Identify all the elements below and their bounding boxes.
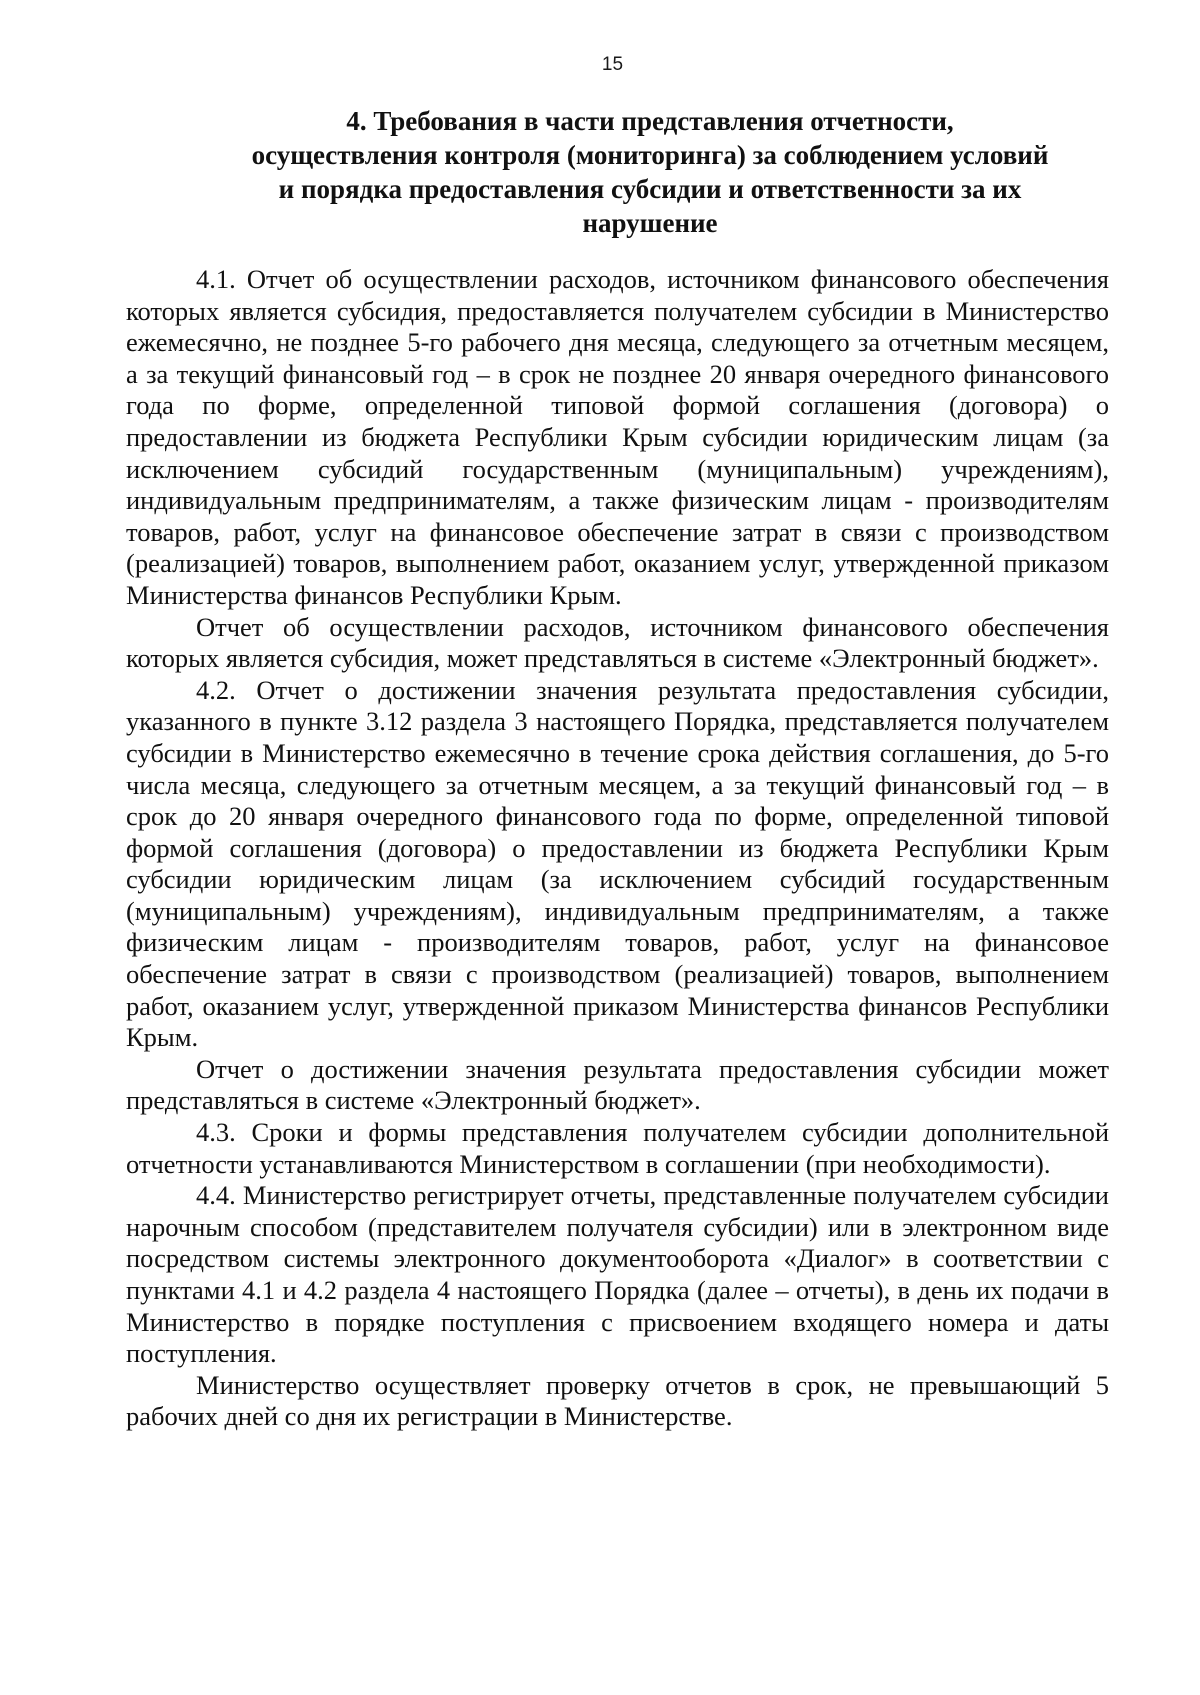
- document-body: [126, 264, 1109, 1433]
- paragraph-4-2: 4.2. Отчет о достижении значения результата предоставления субсидии, указанного в пункте 3.12 раздела 3 настоящего Порядка, представляется получателем субсидии в Министерство ежемесячно в течение срока действия соглашения, до 5-го числа месяца, следующего за отчетным месяцем, а за текущий финансовый год – в срок до 20 января очередного финансового года по форме, определенной типовой формой соглашения (договора) о предоставлении из бюджета Республики Крым субсидии юридическим лицам (за исключением субсидий государственным (муниципальным) учреждениям), индивидуальным предпринимателям, а также физическим лицам - производителям товаров, работ, услуг на финансовое обеспечение затрат в связи с производством (реализацией) товаров, выполнением работ, оказанием услуг, утвержденной приказом Министерства финансов Республики Крым.: [126, 674, 1109, 1053]
- section-heading: [200, 104, 1100, 240]
- paragraph-4-3: 4.3. Сроки и формы представления получателем субсидии дополнительной отчетности устанавливаются Министерством в соглашении (при необходимости).: [126, 1117, 1109, 1179]
- heading-line: нарушение: [582, 208, 718, 238]
- heading-line: и порядка предоставления субсидии и ответственности за их: [278, 174, 1022, 204]
- paragraph-4-2-electronic-budget: Отчет о достижении значения результата предоставления субсидии может представляться в системе «Электронный бюджет».: [126, 1053, 1109, 1116]
- page-number: 15: [601, 54, 624, 75]
- paragraph-4-4-verification: Министерство осуществляет проверку отчетов в срок, не превышающий 5 рабочих дней со дня их регистрации в Министерстве.: [126, 1369, 1109, 1432]
- paragraph-4-1-electronic-budget: Отчет об осуществлении расходов, источником финансового обеспечения которых является субсидия, может представляться в системе «Электронный бюджет».: [126, 611, 1109, 674]
- heading-line: 4. Требования в части представления отчетности,: [346, 106, 954, 136]
- heading-line: осуществления контроля (мониторинга) за соблюдением условий: [251, 140, 1049, 170]
- paragraph-4-1: 4.1. Отчет об осуществлении расходов, источником финансового обеспечения которых является субсидия, предоставляется получателем субсидии в Министерство ежемесячно, не позднее 5-го рабочего дня месяца, следующего за отчетным месяцем, а за текущий финансовый год – в срок не позднее 20 января очередного финансового года по форме, определенной типовой формой соглашения (договора) о предоставлении из бюджета Республики Крым субсидии юридическим лицам (за исключением субсидий государственным (муниципальным) учреждениям), индивидуальным предпринимателям, а также физическим лицам - производителям товаров, работ, услуг на финансовое обеспечение затрат в связи с производством (реализацией) товаров, выполнением работ, оказанием услуг, утвержденной приказом Министерства финансов Республики Крым.: [126, 264, 1109, 610]
- paragraph-4-4: 4.4. Министерство регистрирует отчеты, представленные получателем субсидии нарочным способом (представителем получателя субсидии) или в электронном виде посредством системы электронного документооборота «Диалог» в соответствии с пунктами 4.1 и 4.2 раздела 4 настоящего Порядка (далее – отчеты), в день их подачи в Министерство в порядке поступления с присвоением входящего номера и даты поступления.: [126, 1180, 1109, 1369]
